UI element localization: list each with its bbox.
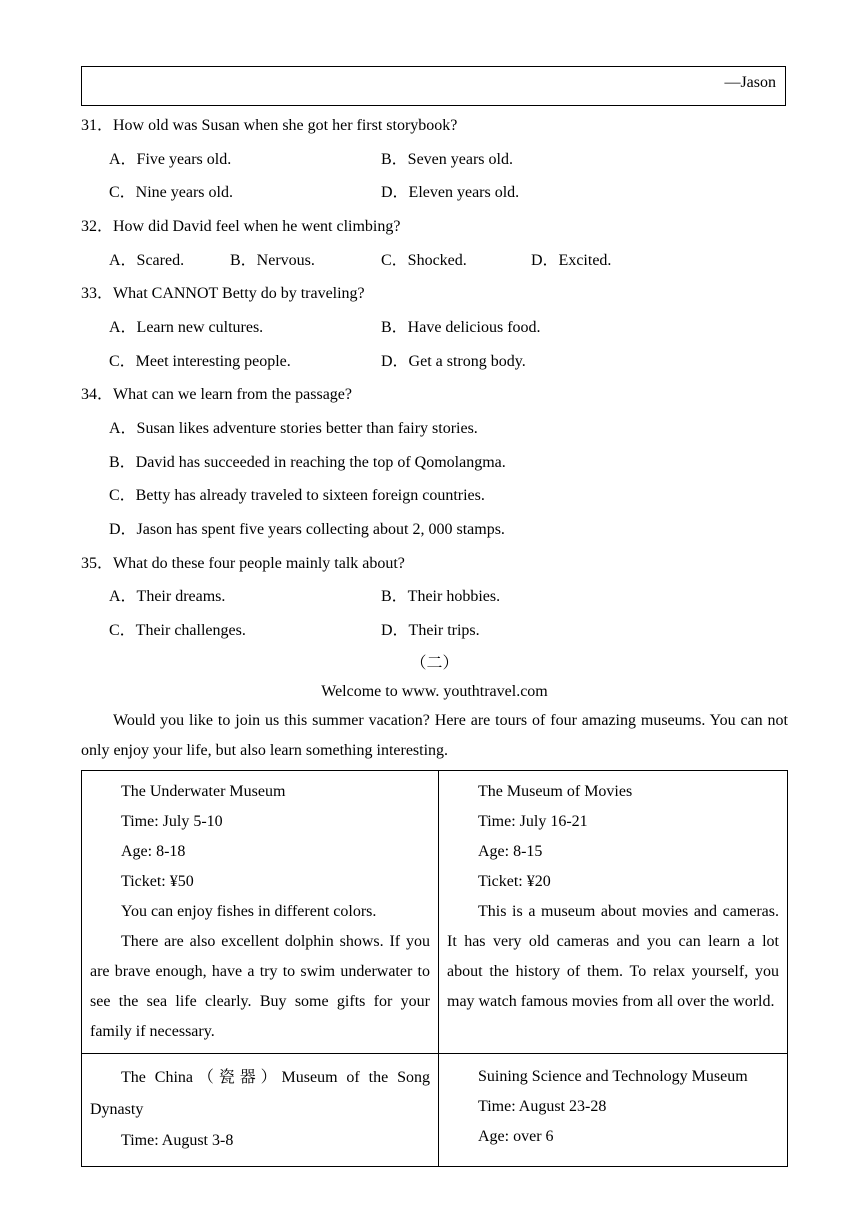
museum-name: The Museum of Movies	[478, 783, 633, 800]
q31-option-a: A．Five years old.	[109, 151, 232, 168]
museum-age: Age: over 6	[478, 1128, 554, 1145]
question-31: 31．How old was Susan when she got her first storybook?	[81, 117, 458, 134]
museum-ticket: Ticket: ¥50	[121, 873, 194, 890]
q34-option-a: A．Susan likes adventure stories better than fairy stories.	[109, 420, 478, 437]
museum-time: Time: July 16-21	[478, 813, 588, 830]
q32-option-d: D．Excited.	[531, 252, 612, 269]
q33-option-a: A．Learn new cultures.	[109, 319, 264, 336]
table-row	[82, 771, 788, 1054]
museum-description: You can enjoy fishes in different colors.	[121, 903, 377, 920]
museum-cell-underwater	[82, 771, 439, 1054]
section-heading: （二）	[410, 655, 459, 672]
q35-option-b: B．Their hobbies.	[381, 588, 501, 605]
q32-option-a: A．Scared.	[109, 252, 185, 269]
q31-option-b: B．Seven years old.	[381, 151, 513, 168]
q35-option-a: A．Their dreams.	[109, 588, 226, 605]
q31-option-c: C．Nine years old.	[109, 184, 233, 201]
museum-cell-china	[82, 1054, 439, 1167]
passage-intro: Would you like to join us this summer vacation? Here are tours of four amazing museums. You can not only enjoy your life, but also learn something interesting.	[81, 712, 788, 759]
q35-option-c: C．Their challenges.	[109, 622, 246, 639]
q32-option-b: B．Nervous.	[230, 252, 315, 269]
q33-option-d: D．Get a strong body.	[381, 353, 526, 370]
museum-name: Suining Science and Technology Museum	[478, 1068, 748, 1085]
question-34: 34．What can we learn from the passage?	[81, 386, 352, 403]
signature-jason: —Jason	[724, 74, 776, 91]
q33-option-b: B．Have delicious food.	[381, 319, 541, 336]
museum-ticket: Ticket: ¥20	[478, 873, 551, 890]
passage-title: Welcome to www. youthtravel.com	[321, 683, 548, 700]
q34-option-b: B．David has succeeded in reaching the top of Qomolangma.	[109, 454, 506, 471]
q33-option-c: C．Meet interesting people.	[109, 353, 291, 370]
q34-option-c: C．Betty has already traveled to sixteen foreign countries.	[109, 487, 485, 504]
museum-description: This is a museum about movies and cameras. It has very old cameras and you can learn a lot about the history of them. To relax yourself, you may watch famous movies from all over the world.	[447, 903, 779, 1010]
museum-age: Age: 8-18	[121, 843, 186, 860]
question-32: 32．How did David feel when he went climbing?	[81, 218, 401, 235]
q34-option-d: D．Jason has spent five years collecting about 2, 000 stamps.	[109, 521, 505, 538]
museum-time: Time: July 5-10	[121, 813, 223, 830]
q35-option-d: D．Their trips.	[381, 622, 480, 639]
museum-age: Age: 8-15	[478, 843, 543, 860]
q32-option-c: C．Shocked.	[381, 252, 467, 269]
q31-option-d: D．Eleven years old.	[381, 184, 520, 201]
museum-name: The Underwater Museum	[121, 783, 286, 800]
museum-name: The China（瓷器）Museum of the Song Dynasty	[90, 1069, 430, 1118]
museum-cell-movies	[439, 771, 788, 1054]
question-33: 33．What CANNOT Betty do by traveling?	[81, 285, 365, 302]
previous-passage-box	[81, 66, 786, 106]
museum-time: Time: August 3-8	[121, 1132, 234, 1149]
question-35: 35．What do these four people mainly talk about?	[81, 555, 405, 572]
museum-cell-science	[439, 1054, 788, 1167]
table-row	[82, 1054, 788, 1167]
museum-description-2: There are also excellent dolphin shows. If you are brave enough, have a try to swim underwater to see the sea life clearly. Buy some gifts for your family if necessary.	[90, 933, 430, 1040]
museum-tours-table	[81, 770, 788, 1167]
museum-time: Time: August 23-28	[478, 1098, 607, 1115]
